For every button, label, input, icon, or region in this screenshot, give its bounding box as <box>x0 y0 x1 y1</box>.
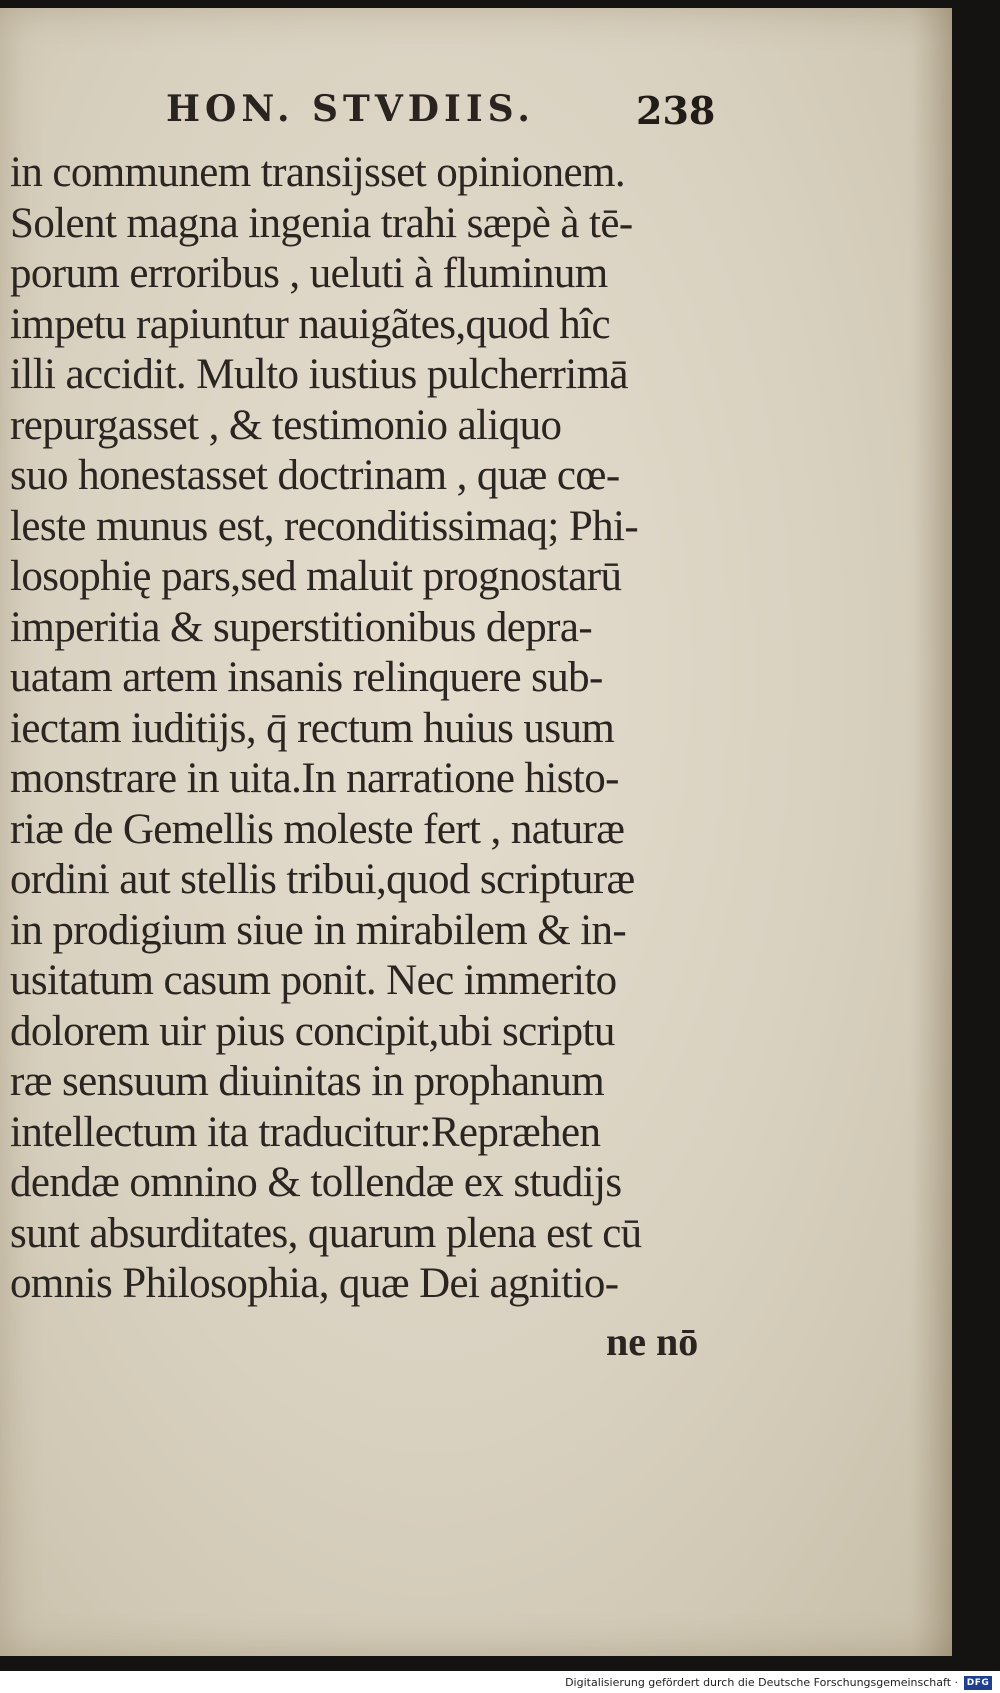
text-line: in prodigium siue in mirabilem & in- <box>10 906 627 954</box>
text-line: uatam artem insanis relinquere sub- <box>10 654 603 701</box>
page-header <box>0 88 952 148</box>
body-text <box>10 148 710 1310</box>
text-line: repurgasset , & testimonio aliquo <box>10 401 562 449</box>
text-line: dendæ omnino & tollendæ ex studijs <box>10 1159 622 1206</box>
text-line: iectam iuditijs, q̄ rectum huius usum <box>10 704 615 752</box>
text-line: monstrare in uita.In narratione histo- <box>10 755 619 802</box>
digitization-footer <box>0 1671 1000 1693</box>
book-page <box>0 8 952 1656</box>
text-line: leste munus est, reconditissimaq; Phi- <box>10 502 639 550</box>
text-line: impetu rapiuntur nauigãtes,quod hîc <box>10 300 610 348</box>
text-line: in communem transijsset opinionem. <box>10 149 625 196</box>
text-line: suo honestasset doctrinam , quæ cœ- <box>10 452 620 499</box>
funding-credit: Digitalisierung gefördert durch die Deutsche Forschungsgemeinschaft · <box>565 1676 958 1689</box>
text-line: omnis Philosophia, quæ Dei agnitio- <box>10 1260 619 1307</box>
text-line: Solent magna ingenia trahi sæpè à tē- <box>10 199 633 247</box>
running-head: HON. STVDIIS. <box>166 88 535 130</box>
text-line: riæ de Gemellis moleste fert , naturæ <box>10 805 625 853</box>
text-line: ræ sensuum diuinitas in prophanum <box>10 1058 605 1105</box>
text-line: intellectum ita traducitur:Repræhen <box>10 1108 601 1156</box>
page-number: 238 <box>636 88 716 133</box>
dfg-logo-icon: DFG <box>964 1676 992 1690</box>
text-line: usitatum casum ponit. Nec immerito <box>10 957 617 1004</box>
text-line: ordini aut stellis tribui,quod scripturæ <box>10 856 635 903</box>
text-line: illi accidit. Multo iustius pulcherrimā <box>10 351 628 398</box>
text-line: dolorem uir pius concipit,ubi scriptu <box>10 1007 615 1055</box>
catchword: ne nō <box>606 1319 699 1364</box>
text-line: losophię pars,sed maluit prognostarū <box>10 553 622 600</box>
text-line: porum erroribus , ueluti à fluminum <box>10 250 608 297</box>
page-edge-shadow <box>912 8 952 1656</box>
text-line: imperitia & superstitionibus depra- <box>10 603 593 651</box>
text-line: sunt absurditates, quarum plena est cū <box>10 1209 642 1257</box>
